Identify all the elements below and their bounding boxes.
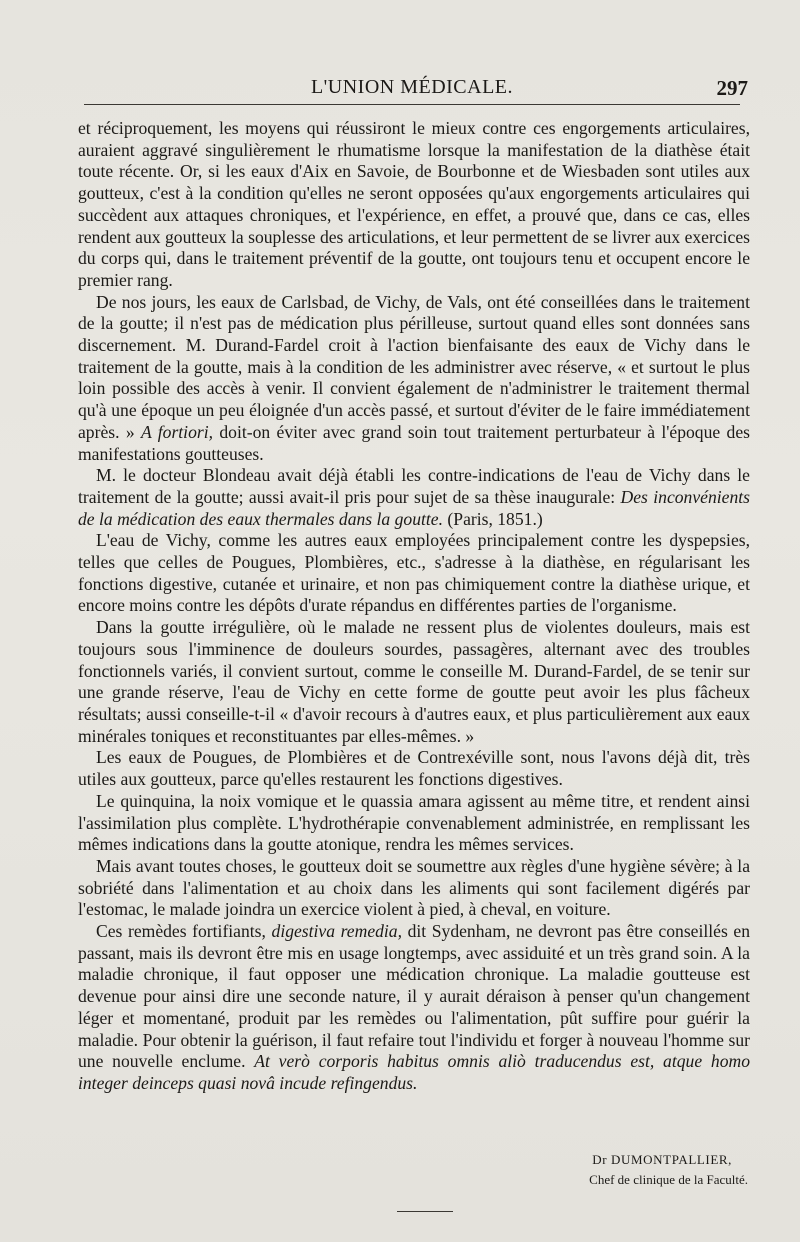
article-body xyxy=(78,118,750,1095)
paragraph-6: Les eaux de Pougues, de Plombières et de Contrexéville sont, nous l'avons déjà dit, très utiles aux goutteux, parce qu'elles restaurent les fonctions digestives. xyxy=(78,747,750,790)
footer-rule xyxy=(397,1211,453,1212)
thesis-title: Des inconvénients de la médication des eaux thermales dans la goutte. xyxy=(78,486,750,529)
paragraph-9: Ces remèdes fortifiants, digestiva remedia, dit Sydenham, ne devront pas être conseillés en passant, mais ils devront être mis en usage longtemps, avec assiduité et un très grand soin. A la maladie chronique, il faut opposer une médication chronique. La maladie goutteuse est devenue pour ainsi dire une seconde nature, il y aurait déraison à penser qu'un changement léger et momentané, produit par les remèdes ou l'alimentation, pût suffire pour guérir la maladie. Pour obtenir la guérison, il faut refaire tout l'individu et forger à nouveau l'homme sur une nouvelle enclume. At verò corporis habitus omnis aliò traducendus est, atque homo integer deinceps quasi novâ incude refingendus. xyxy=(78,921,750,1093)
latin-quote: At verò corporis habitus omnis aliò traducendus est, atque homo integer deinceps quasi novâ incude refingendus. xyxy=(78,1051,750,1093)
running-head xyxy=(76,76,748,102)
paragraph-2: De nos jours, les eaux de Carlsbad, de Vichy, de Vals, ont été conseillées dans le traitement de la goutte; il n'est pas de médication plus périlleuse, surtout quand elles sont données sans discernement. M. Durand-Fardel croit à l'action bienfaisante des eaux de Vichy dans le traitement de la goutte, mais à la condition de les administrer avec réserve, « et surtout le plus loin possible des accès à venir. Il convient également de n'administrer le traitement thermal qu'à une époque un peu éloignée d'un accès passé, et surtout d'éviter de le faire immédiatement après. » A fortiori, doit-on éviter avec grand soin tout traitement perturbateur à l'époque des manifestations goutteuses. xyxy=(78,291,750,464)
journal-title: L'UNION MÉDICALE. xyxy=(310,76,514,98)
author-name: Dr DUMONTPALLIER, xyxy=(592,1152,732,1167)
paragraph-4: L'eau de Vichy, comme les autres eaux employées principalement contre les dyspepsies, telles que celles de Pougues, Plombières, etc., s'adresse à la diathèse, en régularisant les fonctions digestive, cutanée et urinaire, et non pas chimiquement contre la diathèse urique, et encore moins contre les dépôts d'urate répandus en différentes parties de l'organisme. xyxy=(78,530,750,616)
header-rule xyxy=(84,104,740,105)
paragraph-5: Dans la goutte irrégulière, où le malade ne ressent plus de violentes douleurs, mais est toujours sous l'imminence de douleurs sourdes, passagères, alternant avec des troubles fonctionnels variés, il convient surtout, comme le conseille M. Durand-Fardel, de se tenir sur une grande réserve, l'eau de Vichy en cette forme de goutte peut avoir les plus fâcheux résultats; aussi conseille-t-il « d'avoir recours à d'autres eaux, et plus particulièrement aux eaux minérales toniques et reconstituantes par elles-mêmes. » xyxy=(78,617,750,746)
paragraph-3: M. le docteur Blondeau avait déjà établi les contre-indications de l'eau de Vichy dans le traitement de la goutte; aussi avait-il pris pour sujet de sa thèse inaugurale: Des inconvénients de la médication des eaux thermales dans la goutte. (Paris, 1851.) xyxy=(78,465,750,529)
paragraph-8: Mais avant toutes choses, le goutteux doit se soumettre aux règles d'une hygiène sévère; à la sobriété dans l'alimentation et au choix dans les aliments qui sont facilement digérés par l'estomac, le malade joindra un exercice violent à pied, à cheval, en voiture. xyxy=(78,855,750,920)
page-number: 297 xyxy=(716,76,748,100)
paragraph-1: et réciproquement, les moyens qui réussiront le mieux contre ces engorgements articulaires, auraient aggravé singulièrement le rhumatisme lorsque la manifestation de la diathèse était toute récente. Or, si les eaux d'Aix en Savoie, de Bourbonne et de Wiesbaden sont utiles aux goutteux, c'est à la condition qu'elles ne seront opposées qu'aux engorgements articulaires qui succèdent aux attaques chroniques, et l'expérience, en effet, a prouvé que, dans ce cas, elles rendent aux goutteux la souplesse des articulations, et leur permettent de se livrer aux exercices du corps qui, dans le traitement préventif de la goutte, ont toujours tenu et occupent encore le premier rang. xyxy=(78,118,750,290)
signature-block xyxy=(589,1152,748,1188)
paragraph-7: Le quinquina, la noix vomique et le quassia amara agissent au même titre, et rendent ainsi l'assimilation plus complète. L'hydrothérapie convenablement administrée, en remplissant les mêmes indications dans la goutte atonique, rendra les mêmes services. xyxy=(78,790,750,855)
author-title: Chef de clinique de la Faculté. xyxy=(589,1172,748,1187)
